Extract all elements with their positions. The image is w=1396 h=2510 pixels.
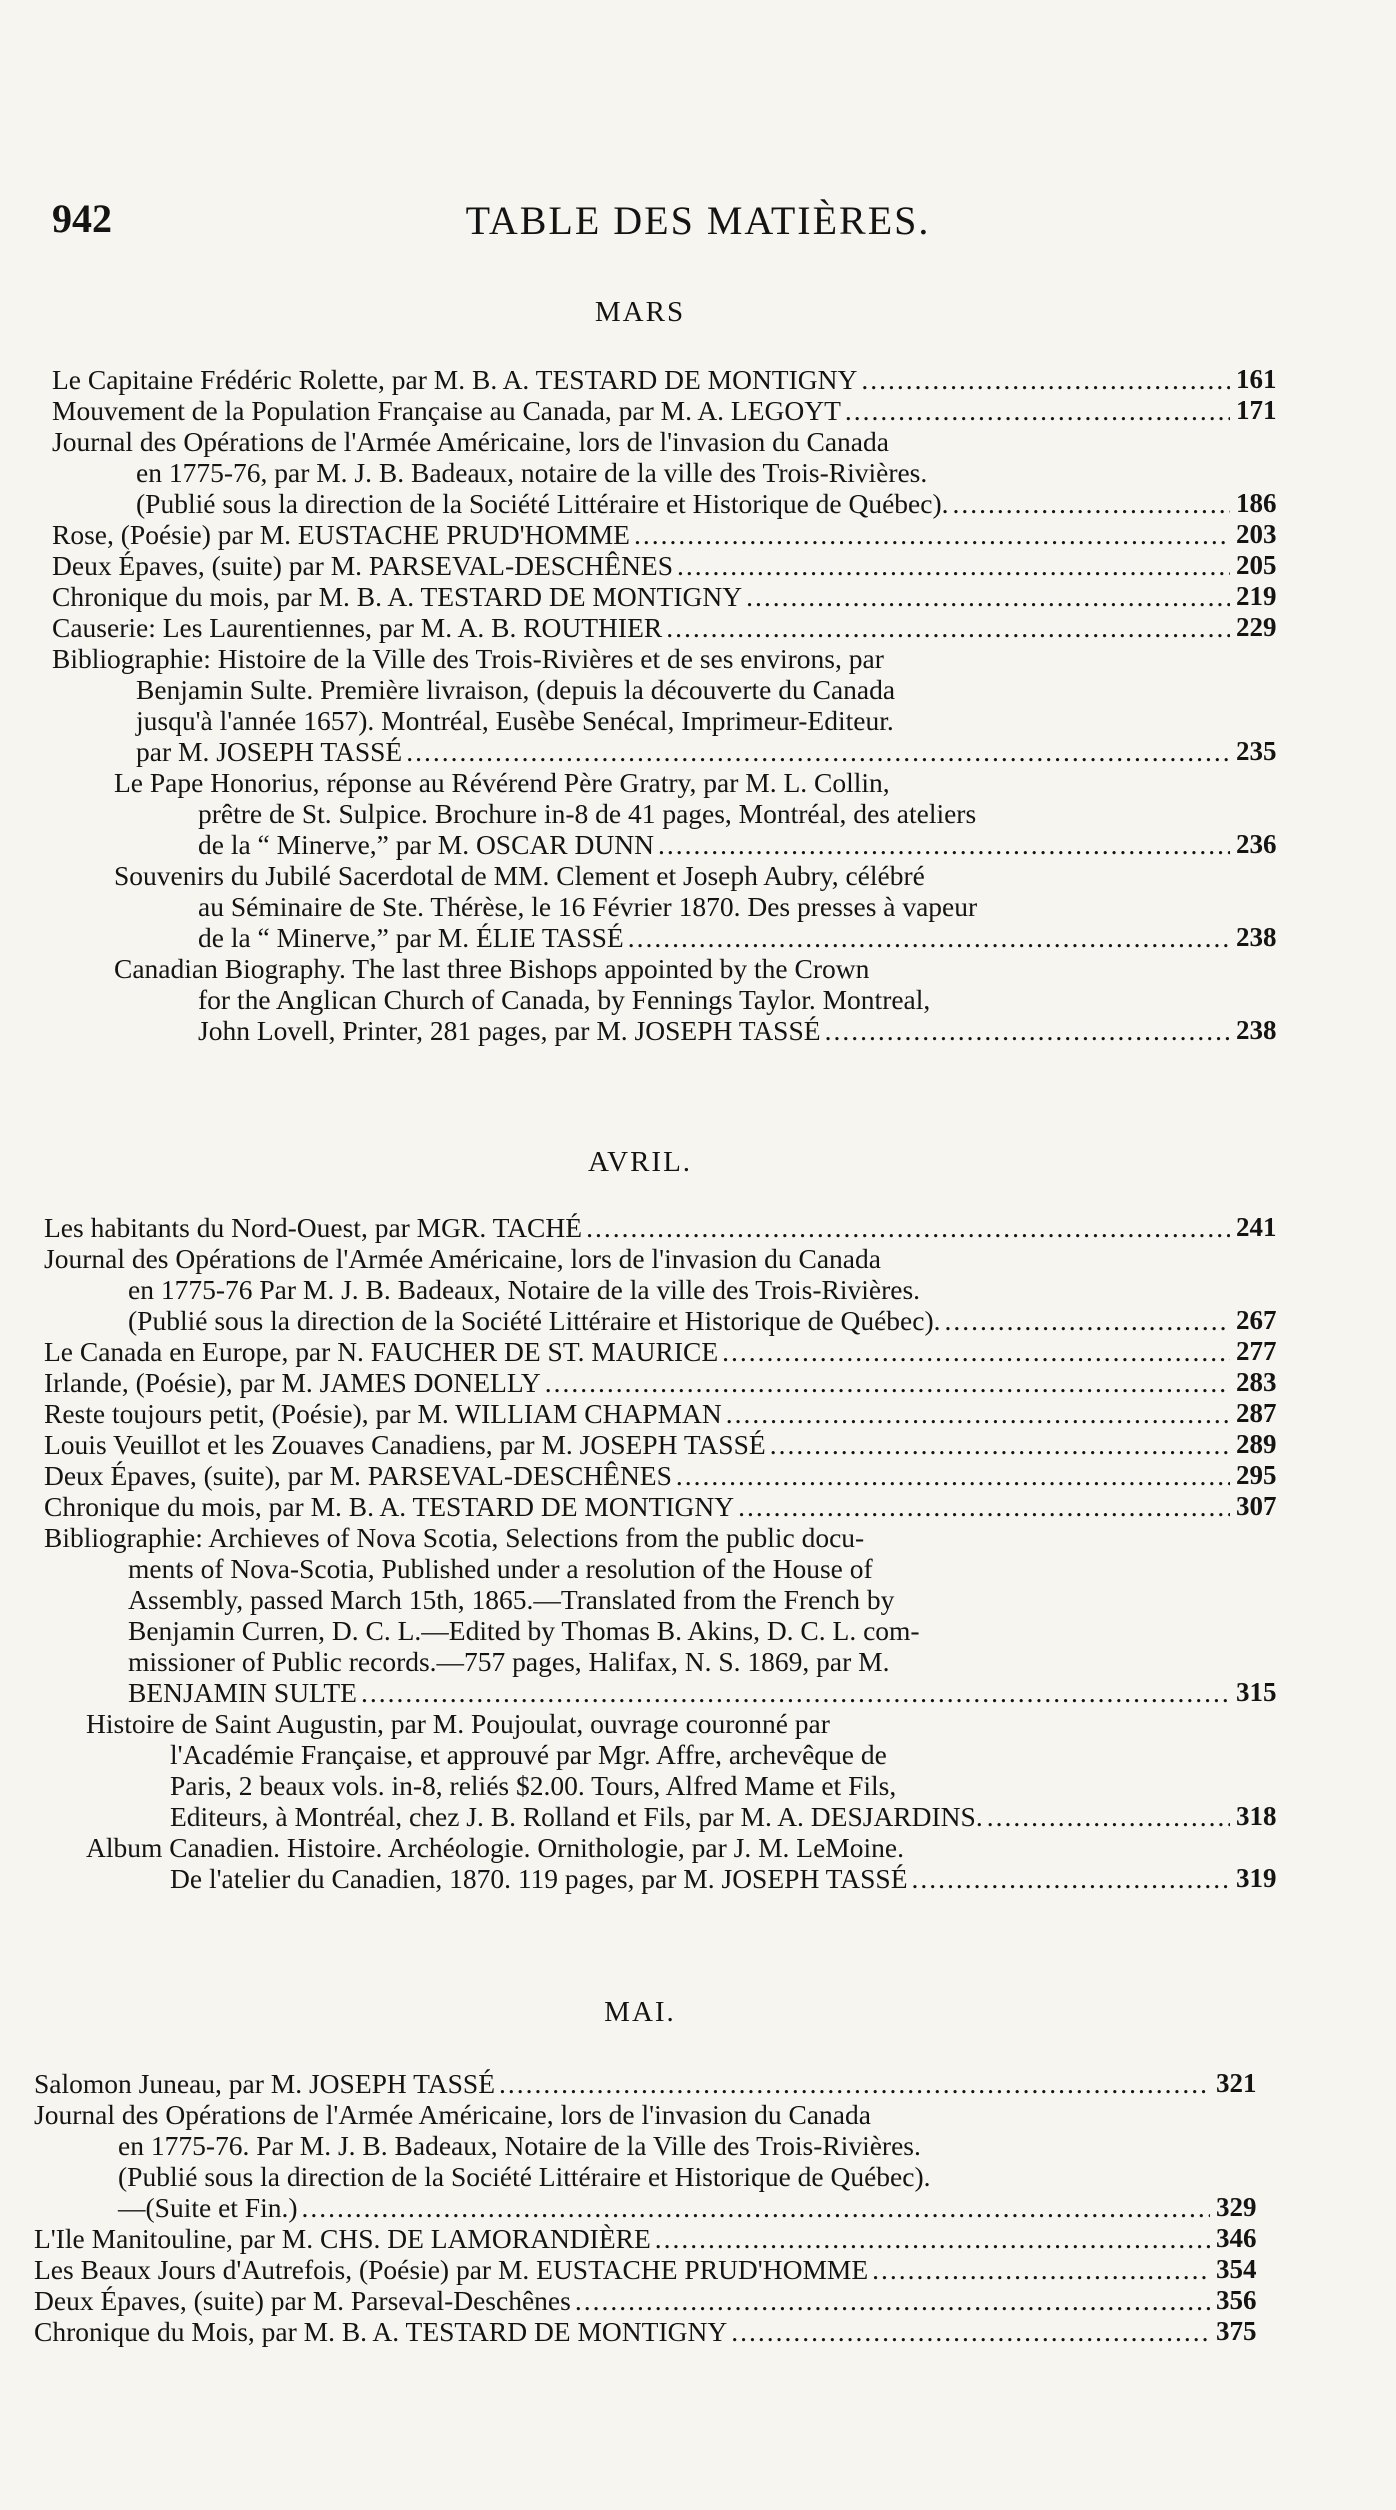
dot-leader — [655, 2223, 1210, 2254]
toc-entry-last-line — [52, 550, 1234, 581]
toc-entry-line: Journal des Opérations de l'Armée Américaine, lors de l'invasion du Canada — [34, 2099, 871, 2130]
dot-leader — [586, 1212, 1230, 1243]
toc-entry-line: au Séminaire de Ste. Thérèse, le 16 Février 1870. Des presses à vapeur — [198, 891, 978, 922]
toc-entry-last-line — [52, 488, 1234, 519]
toc-entry — [52, 395, 1277, 426]
toc-page-number: 354 — [1216, 2254, 1257, 2284]
toc-section-avril — [44, 1212, 1277, 1894]
toc-page-number: 186 — [1236, 488, 1277, 518]
dot-leader — [658, 829, 1230, 860]
dot-leader — [676, 1460, 1230, 1491]
toc-entry-line: Bibliographie: Archieves of Nova Scotia, Selections from the public docu- — [44, 1522, 865, 1553]
dot-leader — [666, 612, 1230, 643]
dot-leader — [302, 2192, 1210, 2223]
toc-entry-last-line — [44, 1212, 1234, 1243]
toc-entry-text: Causerie: Les Laurentiennes, par M. A. B. ROUTHIER — [52, 612, 663, 643]
dot-leader — [677, 550, 1230, 581]
toc-entry-line: Histoire de Saint Augustin, par M. Poujoulat, ouvrage couronné par — [86, 1708, 830, 1739]
toc-entry-last-line — [52, 364, 1234, 395]
toc-entry-line: prêtre de St. Sulpice. Brochure in-8 de 41 pages, Montréal, des ateliers — [198, 798, 977, 829]
toc-entry-last-line — [44, 1398, 1234, 1429]
toc-page-number: 267 — [1236, 1305, 1277, 1335]
toc-entry-text: Le Capitaine Frédéric Rolette, par M. B. A. TESTARD DE MONTIGNY — [52, 364, 858, 395]
toc-page-number: 329 — [1216, 2192, 1257, 2222]
toc-entry-text: Chronique du mois, par M. B. A. TESTARD DE MONTIGNY — [52, 581, 743, 612]
toc-entry-text: par M. JOSEPH TASSÉ — [136, 736, 403, 767]
toc-entry-last-line — [34, 2192, 1214, 2223]
toc-entry-line: Le Pape Honorius, réponse au Révérend Père Gratry, par M. L. Collin, — [114, 767, 890, 798]
toc-entry-line: (Publié sous la direction de la Société Littéraire et Historique de Québec). — [118, 2161, 931, 2192]
dot-leader — [770, 1429, 1230, 1460]
toc-page-number: 238 — [1236, 1015, 1277, 1045]
toc-entry-text: L'Ile Manitouline, par M. CHS. DE LAMORANDIÈRE — [34, 2223, 651, 2254]
toc-page-number: 346 — [1216, 2223, 1257, 2253]
toc-entry — [34, 2068, 1257, 2099]
toc-entry-text: Louis Veuillot et les Zouaves Canadiens, par M. JOSEPH TASSÉ — [44, 1429, 766, 1460]
toc-entry-text: Deux Épaves, (suite) par M. PARSEVAL-DESCHÊNES — [52, 550, 674, 581]
toc-entry-text: (Publié sous la direction de la Société Littéraire et Historique de Québec). — [136, 488, 949, 519]
toc-entry — [52, 953, 1277, 1046]
toc-page-number: 171 — [1236, 395, 1277, 425]
toc-entry-line: missioner of Public records.—757 pages, Halifax, N. S. 1869, par M. — [128, 1646, 890, 1677]
toc-entry-text: Mouvement de la Population Française au Canada, par M. A. LEGOYT — [52, 395, 841, 426]
toc-entry — [44, 1243, 1277, 1336]
toc-entry-last-line — [34, 2223, 1214, 2254]
dot-leader — [731, 2316, 1210, 2347]
toc-entry — [44, 1708, 1277, 1832]
toc-entry — [52, 643, 1277, 767]
toc-entry — [44, 1522, 1277, 1708]
toc-entry — [44, 1832, 1277, 1894]
toc-page-number: 295 — [1236, 1460, 1277, 1490]
toc-page-number: 356 — [1216, 2285, 1257, 2315]
dot-leader — [545, 1367, 1230, 1398]
toc-entry-text: de la “ Minerve,” par M. ÉLIE TASSÉ — [198, 922, 624, 953]
toc-entry-text: Chronique du mois, par M. B. A. TESTARD DE MONTIGNY — [44, 1491, 735, 1522]
toc-entry-last-line — [52, 519, 1234, 550]
toc-entry-line: for the Anglican Church of Canada, by Fennings Taylor. Montreal, — [198, 984, 931, 1015]
toc-entry-last-line — [44, 1491, 1234, 1522]
toc-entry-text: (Publié sous la direction de la Société Littéraire et Historique de Québec). — [128, 1305, 941, 1336]
toc-entry-text: Deux Épaves, (suite), par M. PARSEVAL-DESCHÊNES — [44, 1460, 672, 1491]
toc-entry — [44, 1398, 1277, 1429]
toc-entry-line: Benjamin Sulte. Première livraison, (depuis la découverte du Canada — [136, 674, 896, 705]
toc-page-number: 229 — [1236, 612, 1277, 642]
page-title: TABLE DES MATIÈRES. — [465, 198, 931, 243]
dot-leader — [953, 488, 1231, 519]
dot-leader — [722, 1336, 1230, 1367]
toc-entry-text: Chronique du Mois, par M. B. A. TESTARD DE MONTIGNY — [34, 2316, 728, 2347]
toc-entry-last-line — [52, 395, 1234, 426]
toc-entry-text: Rose, (Poésie) par M. EUSTACHE PRUD'HOMME — [52, 519, 630, 550]
page-number: 942 — [52, 196, 112, 241]
toc-entry-text: Les habitants du Nord-Ouest, par MGR. TACHÉ — [44, 1212, 583, 1243]
toc-entry-last-line — [34, 2254, 1214, 2285]
toc-entry — [52, 550, 1277, 581]
dot-leader — [634, 519, 1230, 550]
toc-section-mai — [34, 2068, 1257, 2347]
toc-entry-line: Journal des Opérations de l'Armée Américaine, lors de l'invasion du Canada — [44, 1243, 881, 1274]
toc-page-number: 283 — [1236, 1367, 1277, 1397]
dot-leader — [845, 395, 1230, 426]
toc-entry-text: de la “ Minerve,” par M. OSCAR DUNN — [198, 829, 654, 860]
toc-entry — [44, 1491, 1277, 1522]
toc-entry-last-line — [52, 922, 1234, 953]
toc-entry-last-line — [34, 2285, 1214, 2316]
toc-entry — [52, 364, 1277, 395]
toc-entry-line: Benjamin Curren, D. C. L.—Edited by Thomas B. Akins, D. C. L. com- — [128, 1615, 920, 1646]
toc-entry — [34, 2254, 1257, 2285]
toc-page-number: 236 — [1236, 829, 1277, 859]
toc-entry-last-line — [44, 1460, 1234, 1491]
dot-leader — [872, 2254, 1210, 2285]
toc-page-number: 277 — [1236, 1336, 1277, 1366]
toc-entry-line: Assembly, passed March 15th, 1865.—Translated from the French by — [128, 1584, 895, 1615]
dot-leader — [499, 2068, 1210, 2099]
toc-entry-text: Editeurs, à Montréal, chez J. B. Rolland et Fils, par M. A. DESJARDINS. — [170, 1801, 983, 1832]
toc-entry-last-line — [52, 1015, 1234, 1046]
dot-leader — [628, 922, 1230, 953]
toc-entry-line: l'Académie Française, et approuvé par Mgr. Affre, archevêque de — [170, 1739, 887, 1770]
dot-leader — [738, 1491, 1230, 1522]
toc-page-number: 203 — [1236, 519, 1277, 549]
toc-page-number: 375 — [1216, 2316, 1257, 2346]
toc-entry — [34, 2099, 1257, 2223]
toc-page-number: 238 — [1236, 922, 1277, 952]
toc-entry-text: Le Canada en Europe, par N. FAUCHER DE ST. MAURICE — [44, 1336, 719, 1367]
toc-entry-last-line — [34, 2316, 1214, 2347]
toc-entry-line: Canadian Biography. The last three Bishops appointed by the Crown — [114, 953, 870, 984]
toc-entry-text: Deux Épaves, (suite) par M. Parseval-Deschênes — [34, 2285, 571, 2316]
toc-entry-last-line — [44, 1305, 1234, 1336]
toc-entry — [52, 426, 1277, 519]
toc-entry-last-line — [44, 1863, 1234, 1894]
toc-entry — [44, 1460, 1277, 1491]
toc-entry — [52, 581, 1277, 612]
dot-leader — [746, 581, 1230, 612]
toc-entry-last-line — [52, 581, 1234, 612]
toc-entry-text: Les Beaux Jours d'Autrefois, (Poésie) par M. EUSTACHE PRUD'HOMME — [34, 2254, 869, 2285]
toc-entry-last-line — [44, 1367, 1234, 1398]
dot-leader — [825, 1015, 1230, 1046]
toc-page-number: 287 — [1236, 1398, 1277, 1428]
dot-leader — [912, 1863, 1230, 1894]
toc-page-number: 241 — [1236, 1212, 1277, 1242]
toc-entry — [44, 1212, 1277, 1243]
toc-page-number: 235 — [1236, 736, 1277, 766]
toc-entry-line: Paris, 2 beaux vols. in-8, reliés $2.00. Tours, Alfred Mame et Fils, — [170, 1770, 897, 1801]
toc-entry-line: Bibliographie: Histoire de la Ville des Trois-Rivières et de ses environs, par — [52, 643, 884, 674]
toc-entry-line: jusqu'à l'année 1657). Montréal, Eusèbe Senécal, Imprimeur-Editeur. — [136, 705, 894, 736]
toc-entry-line: en 1775-76, par M. J. B. Badeaux, notaire de la ville des Trois-Rivières. — [136, 457, 928, 488]
toc-entry-last-line — [52, 736, 1234, 767]
month-heading-avril: AVRIL. — [587, 1146, 693, 1178]
toc-page-number: 161 — [1236, 364, 1277, 394]
toc-entry-last-line — [44, 1336, 1234, 1367]
toc-entry-last-line — [52, 829, 1234, 860]
toc-entry — [44, 1367, 1277, 1398]
toc-entry-line: ments of Nova-Scotia, Published under a resolution of the House of — [128, 1553, 873, 1584]
toc-entry — [52, 612, 1277, 643]
toc-section-mars — [52, 364, 1277, 1046]
toc-entry-text: John Lovell, Printer, 281 pages, par M. JOSEPH TASSÉ — [198, 1015, 821, 1046]
toc-page-number: 307 — [1236, 1491, 1277, 1521]
toc-entry — [34, 2223, 1257, 2254]
toc-entry-line: Souvenirs du Jubilé Sacerdotal de MM. Clement et Joseph Aubry, célébré — [114, 860, 925, 891]
toc-entry-line: en 1775-76. Par M. J. B. Badeaux, Notaire de la Ville des Trois-Rivières. — [118, 2130, 921, 2161]
toc-entry-line: Journal des Opérations de l'Armée Américaine, lors de l'invasion du Canada — [52, 426, 889, 457]
toc-entry — [34, 2285, 1257, 2316]
toc-entry-last-line — [34, 2068, 1214, 2099]
toc-entry — [44, 1429, 1277, 1460]
toc-page-number: 321 — [1216, 2068, 1257, 2098]
dot-leader — [361, 1677, 1230, 1708]
toc-entry-last-line — [44, 1801, 1234, 1832]
toc-page-number: 205 — [1236, 550, 1277, 580]
dot-leader — [861, 364, 1230, 395]
toc-entry-text: BENJAMIN SULTE — [128, 1677, 357, 1708]
dot-leader — [987, 1801, 1230, 1832]
toc-page-number: 319 — [1236, 1863, 1277, 1893]
toc-page-number: 289 — [1236, 1429, 1277, 1459]
toc-page-number: 318 — [1236, 1801, 1277, 1831]
toc-entry — [44, 1336, 1277, 1367]
toc-entry — [52, 519, 1277, 550]
toc-entry-text: Irlande, (Poésie), par M. JAMES DONELLY — [44, 1367, 541, 1398]
toc-entry — [34, 2316, 1257, 2347]
dot-leader — [726, 1398, 1230, 1429]
month-heading-mai: MAI. — [604, 1996, 676, 2028]
toc-entry-text: De l'atelier du Canadien, 1870. 119 pages, par M. JOSEPH TASSÉ — [170, 1863, 908, 1894]
toc-entry-last-line — [44, 1677, 1234, 1708]
toc-entry-text: Reste toujours petit, (Poésie), par M. WILLIAM CHAPMAN — [44, 1398, 722, 1429]
toc-page-number: 315 — [1236, 1677, 1277, 1707]
toc-entry-text: Salomon Juneau, par M. JOSEPH TASSÉ — [34, 2068, 495, 2099]
month-heading-mars: MARS — [594, 296, 686, 328]
toc-entry-text: —(Suite et Fin.) — [118, 2192, 298, 2223]
toc-entry-last-line — [44, 1429, 1234, 1460]
toc-entry-line: Album Canadien. Histoire. Archéologie. Ornithologie, par J. M. LeMoine. — [86, 1832, 904, 1863]
dot-leader — [945, 1305, 1231, 1336]
dot-leader — [406, 736, 1230, 767]
toc-page-number: 219 — [1236, 581, 1277, 611]
toc-entry — [52, 860, 1277, 953]
page-header — [0, 195, 1396, 255]
dot-leader — [575, 2285, 1210, 2316]
toc-entry-line: en 1775-76 Par M. J. B. Badeaux, Notaire de la ville des Trois-Rivières. — [128, 1274, 921, 1305]
toc-entry — [52, 767, 1277, 860]
toc-entry-last-line — [52, 612, 1234, 643]
